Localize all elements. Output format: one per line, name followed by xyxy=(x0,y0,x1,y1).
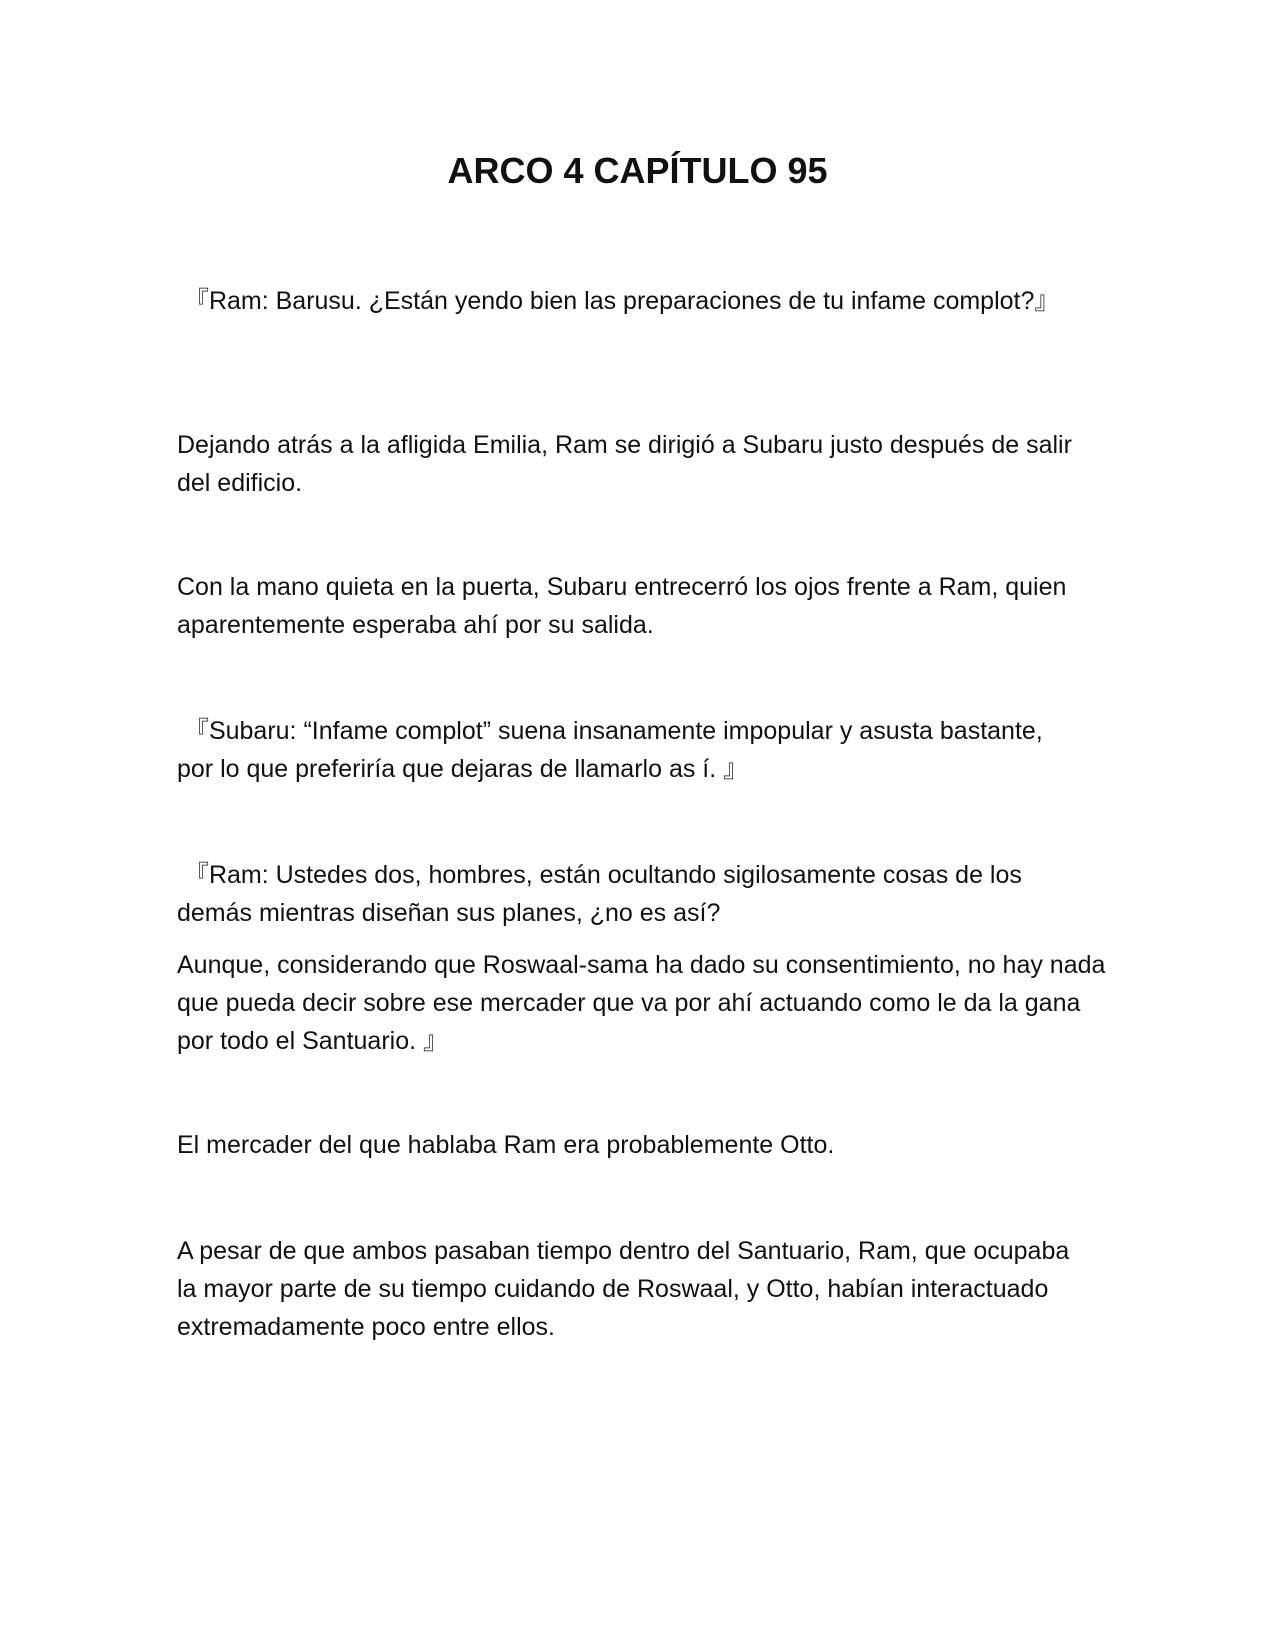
paragraph-1: 『Ram: Barusu. ¿Están yendo bien las preparaciones de tu infame complot?』 xyxy=(177,287,1060,315)
paragraph-7: El mercader del que hablaba Ram era probablemente Otto. xyxy=(177,1131,835,1159)
paragraph-6: Aunque, considerando que Roswaal-sama ha dado su consentimiento, no hay nada que pueda decir sobre ese mercader que va por ahí actuando como le da la gana por todo el Santuario. 』 xyxy=(177,951,1106,1055)
paragraph-8: A pesar de que ambos pasaban tiempo dentro del Santuario, Ram, que ocupaba la mayor parte de su tiempo cuidando de Roswaal, y Otto, habían interactuado extremadamente poco entre ellos. xyxy=(177,1237,1070,1341)
paragraph-3: Con la mano quieta en la puerta, Subaru entrecerró los ojos frente a Ram, quien aparentemente esperaba ahí por su salida. xyxy=(177,573,1067,639)
chapter-title: ARCO 4 CAPÍTULO 95 xyxy=(447,150,828,191)
paragraph-4: 『Subaru: “Infame complot” suena insanamente impopular y asusta bastante, por lo que preferiría que dejaras de llamarlo as í. 』 xyxy=(177,717,1043,783)
paragraph-5: 『Ram: Ustedes dos, hombres, están ocultando sigilosamente cosas de los demás mientras diseñan sus planes, ¿no es así? xyxy=(177,861,1022,927)
paragraph-2: Dejando atrás a la afligida Emilia, Ram se dirigió a Subaru justo después de salir del edificio. xyxy=(177,431,1072,497)
